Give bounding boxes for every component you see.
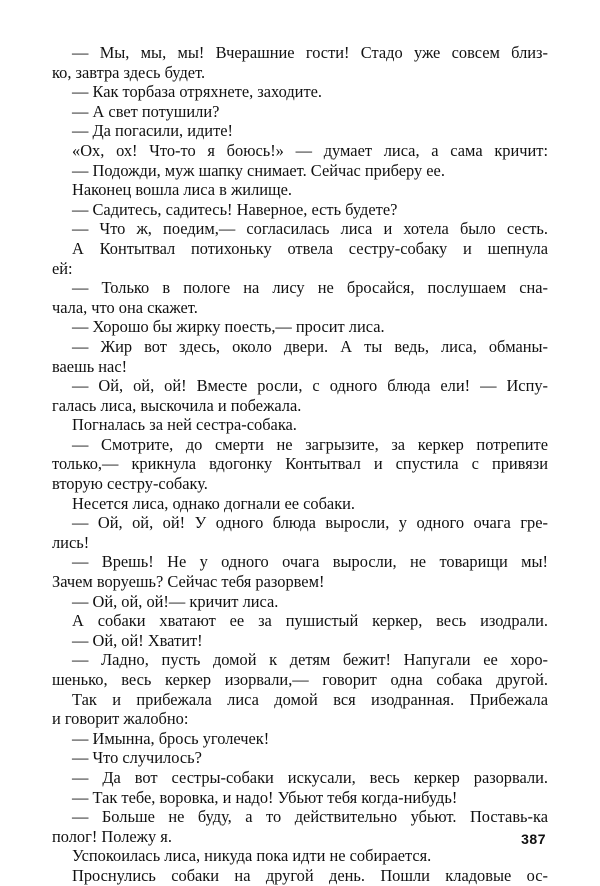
text-line: чала, что она скажет. xyxy=(52,297,198,317)
text-line: полог! Полежу я. xyxy=(52,826,172,846)
text-line: лись! xyxy=(52,532,90,552)
text-line: — Мы, мы, мы! Вчерашние гости! Стадо уже совсем близ- xyxy=(72,43,548,62)
text-line: — Да вот сестры-собаки искусали, весь керкер разорвали. xyxy=(72,767,548,787)
text-line: ко, завтра здесь будет. xyxy=(52,62,206,82)
text-line: шенько, весь керкер изорвали,— говорит одна собака другой. xyxy=(52,670,548,689)
text-line: ей: xyxy=(52,258,73,278)
text-line: Успокоилась лиса, никуда пока идти не собирается. xyxy=(72,846,432,866)
text-line: Погналась за ней сестра-собака. xyxy=(72,415,297,435)
text-line: Так и прибежала лиса домой вся изодранная. Прибежала xyxy=(72,689,548,709)
text-line: Зачем воруешь? Сейчас тебя разорвем! xyxy=(52,572,325,592)
text-line: — Ладно, пусть домой к детям бежит! Напугали ее хоро- xyxy=(72,650,548,670)
text-line: Наконец вошла лиса в жилище. xyxy=(72,180,293,200)
text-line: — Что ж, поедим,— согласилась лиса и хотела было сесть. xyxy=(72,219,548,239)
page-body-text xyxy=(52,43,548,886)
text-line: — Врешь! Не у одного очага выросли, не товарищи мы! xyxy=(72,552,548,572)
text-line: Несется лиса, однако догнали ее собаки. xyxy=(72,493,356,513)
text-line: и говорит жалобно: xyxy=(52,709,189,729)
text-line: — Ой, ой, ой! Вместе росли, с одного блюда ели! — Испу- xyxy=(72,376,548,396)
text-line: — Садитесь, садитесь! Наверное, есть будете? xyxy=(72,199,398,219)
text-line: Проснулись собаки на другой день. Пошли кладовые ос- xyxy=(72,865,548,885)
text-line: галась лиса, выскочила и побежала. xyxy=(52,395,302,415)
text-line: А Контытвал потихоньку отвела сестру-собаку и шепнула xyxy=(72,238,548,258)
text-line: — Что случилось? xyxy=(72,748,202,768)
text-line: ваешь нас! xyxy=(52,356,128,376)
text-line: — А свет потушили? xyxy=(72,101,220,121)
text-line: — Как торбаза отряхнете, заходите. xyxy=(72,82,322,102)
text-line: — Хорошо бы жирку поесть,— просит лиса. xyxy=(72,317,385,337)
text-line: только,— крикнула вдогонку Контытвал и спустила с привязи xyxy=(52,454,548,474)
text-line: — Больше не буду, а то действительно убьют. Поставь-ка xyxy=(72,807,548,827)
text-line: — Только в пологе на лису не бросайся, послушаем сна- xyxy=(72,278,548,298)
text-line: — Ой, ой! Хватит! xyxy=(72,630,203,650)
text-line: — Да погасили, идите! xyxy=(72,121,233,141)
text-line: — Смотрите, до смерти не загрызите, за керкер потрепите xyxy=(72,434,548,454)
text-line: — Ой, ой, ой! У одного блюда выросли, у одного очага гре- xyxy=(72,513,548,533)
text-line: — Так тебе, воровка, и надо! Убьют тебя когда-нибудь! xyxy=(72,787,458,807)
text-line: — Подожди, муж шапку снимает. Сейчас приберу ее. xyxy=(72,160,445,180)
text-line: — Жир вот здесь, около двери. А ты ведь, лиса, обманы- xyxy=(72,336,548,356)
text-line: «Ох, ох! Что-то я боюсь!» — думает лиса, а сама кричит: xyxy=(72,140,548,160)
page-number: 387 xyxy=(521,831,546,847)
text-line: — Ой, ой, ой!— кричит лиса. xyxy=(72,591,279,611)
text-line: вторую сестру-собаку. xyxy=(52,474,208,494)
text-line: — Имынна, брось уголечек! xyxy=(72,728,270,748)
text-line: А собаки хватают ее за пушистый керкер, весь изодрали. xyxy=(72,611,548,631)
